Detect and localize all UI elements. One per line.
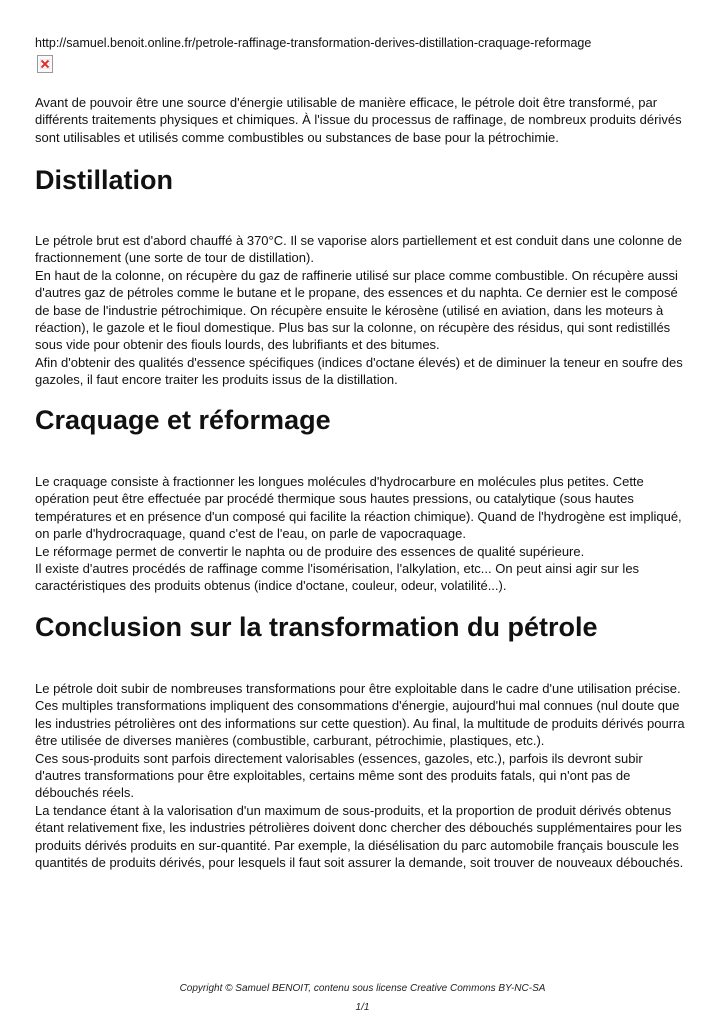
paragraph: En haut de la colonne, on récupère du gaz de raffinerie utilisé sur place comme combustible. On récupère aussi d'autres gaz de pétroles comme le butane et le propane, des essences et du naphta. Ce dernier est le composé de base de l'industrie pétrochimique. On récupère ensuite le kérosène (utilisé en aviation, dans les moteurs à réaction), le gazole et le fioul domestique. Plus bas sur la colonne, on récupère des résidus, qui sont redistillés sous vide pour obtenir des fiouls lourds, des lubrifiants et des bitumes. [35,267,678,353]
paragraph: Le craquage consiste à fractionner les longues molécules d'hydrocarbure en molécules plus petites. Cette opération peut être effectuée par procédé thermique sous hautes pressions, ou catalytique (sous hautes températures et en présence d'un composé qui facilite la réaction chimique). Quand de l'hydrogène est impliqué, on parle d'hydrocraquage, quand c'est de l'eau, on parle de vapocraquage. [35,474,682,542]
intro-paragraph: Avant de pouvoir être une source d'énergie utilisable de manière efficace, le pétrole doit être transformé, par différents traitements physiques et chimiques. À l'issue du processus de raffinage, de nombreux produits dérivés sont utilisables et utilisés comme combustibles ou substances de base pour la pétrochimie. [35,95,682,145]
heading-craquage-reformage: Craquage et réformage [35,405,331,435]
section-distillation-body [35,232,690,389]
broken-image-icon [37,55,53,73]
paragraph: Il existe d'autres procédés de raffinage comme l'isomérisation, l'alkylation, etc... On peut ainsi agir sur les caractéristiques des produits obtenus (indice d'octane, couleur, odeur, volatilité...). [35,561,640,594]
heading-conclusion: Conclusion sur la transformation du pétrole [35,612,598,642]
section-conclusion-body [35,680,690,871]
footer-copyright: Copyright © Samuel BENOIT, contenu sous license Creative Commons BY-NC-SA [179,983,546,994]
paragraph: Le réformage permet de convertir le naphta ou de produire des essences de qualité supérieure. [35,543,585,559]
paragraph: Afin d'obtenir des qualités d'essence spécifiques (indices d'octane élevés) et de diminuer la teneur en soufre des gazoles, il faut encore traiter les produits issus de la distillation. [35,354,683,388]
paragraph: Le pétrole doit subir de nombreuses transformations pour être exploitable dans le cadre d'une utilisation précise. Ces multiples transformations impliquent des consommations d'énergie, aujourd'hui mal connues (nul doute que les industries pétrolières ont des informations sur cette question). Au final, la multitude de produits dérivés pourra être utilisée de diverses manières (combustible, carburant, pétrochimie, plastiques, etc.). [35,681,685,749]
heading-distillation: Distillation [35,165,174,195]
source-url[interactable]: http://samuel.benoit.online.fr/petrole-raffinage-transformation-derives-distillation-craquage-reformage [35,36,592,50]
footer-page-number: 1/1 [355,1002,370,1013]
section-craquage-body [35,473,690,595]
paragraph: Le pétrole brut est d'abord chauffé à 370°C. Il se vaporise alors partiellement et est conduit dans une colonne de fractionnement (une sorte de tour de distillation). [35,233,683,266]
paragraph: Ces sous-produits sont parfois directement valorisables (essences, gazoles, etc.), parfois ils devront subir d'autres transformations pour être exploitables, certains même sont des produits fatals, qui n'ont pas de débouchés réels. [35,750,643,801]
paragraph: La tendance étant à la valorisation d'un maximum de sous-produits, et la proportion de produit dérivés obtenus étant relativement fixe, les industries pétrolières doivent donc chercher des débouchés supplémentaires pour les produits dérivés produits en sur-quantité. Par exemple, la diésélisation du parc automobile français bouscule les quantités de produits dérivés, pour lesquels il faut soit assurer la demande, soit trouver de nouveaux débouchés. [35,802,684,871]
